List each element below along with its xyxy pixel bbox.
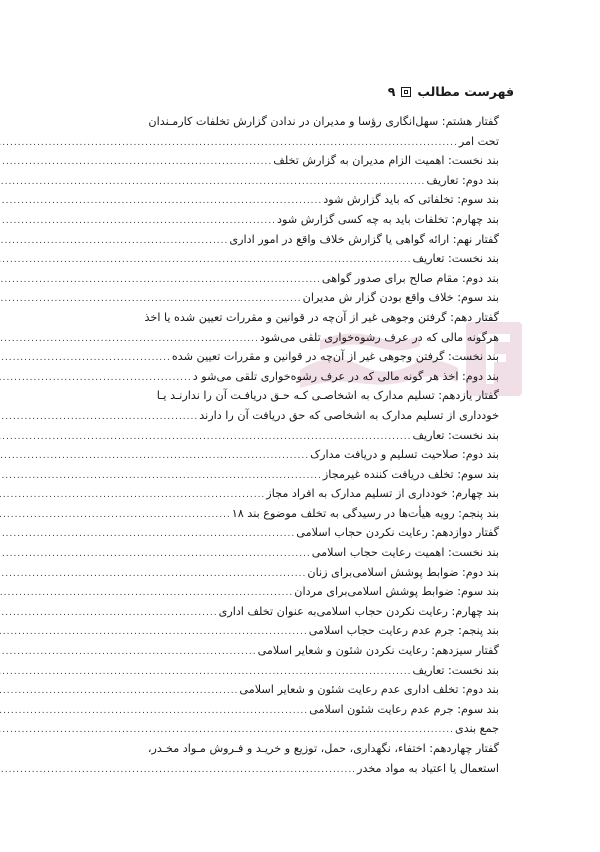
leader-dots <box>0 761 356 781</box>
toc-entry[interactable] <box>87 661 499 681</box>
toc-entry[interactable] <box>87 641 499 661</box>
toc-entry-title: خودداری از تسلیم مدارک به اشخاصی که حق دریافت آن را دارند <box>199 408 499 422</box>
toc-entry[interactable] <box>87 347 499 367</box>
toc-entry-title: بند دوم: اخذ هر گونه مالی که در عرف رشوه‌خواری تلقی می‌شو د <box>192 369 499 383</box>
toc-entry[interactable] <box>87 719 499 739</box>
toc-entry[interactable] <box>87 700 499 720</box>
toc-entry[interactable] <box>87 190 499 210</box>
table-of-contents <box>87 112 499 778</box>
toc-entry[interactable] <box>87 523 499 543</box>
leader-dots <box>0 506 231 526</box>
leader-dots <box>0 565 306 585</box>
leader-dots <box>0 153 272 173</box>
toc-entry-title: گفتار دهم: گرفتن وجوهی غیر از آن‌چه در قوانین و مقررات تعیین شده یا اخذ <box>144 310 499 324</box>
leader-dots <box>0 232 228 252</box>
toc-entry-title: بند سوم: تخلفاتی که باید گزارش شود <box>323 193 499 207</box>
toc-entry[interactable] <box>87 132 499 152</box>
toc-entry-title: بند چهارم: رعایت نکردن حجاب اسلامی‌به عنوان تخلف اداری <box>218 604 499 618</box>
toc-entry[interactable] <box>87 680 499 700</box>
toc-entry-title: بند پنجم: رویه هیأت‌ها در رسیدگی به تخلف موضوع بند ۱۸ <box>231 506 499 520</box>
toc-entry[interactable] <box>87 328 499 348</box>
toc-entry[interactable] <box>87 504 499 524</box>
toc-entry-title: هرگونه مالی که در عرف رشوه‌خواری تلقی می‌شود <box>259 330 499 344</box>
toc-entry[interactable] <box>87 210 499 230</box>
toc-entry[interactable] <box>87 602 499 622</box>
toc-entry-title: بند نخست: تعاریف <box>412 252 499 266</box>
toc-entry[interactable] <box>87 426 499 446</box>
toc-entry[interactable] <box>87 582 499 602</box>
leader-dots <box>0 525 295 545</box>
toc-entry-title: بند دوم: ضوابط پوشش اسلامی‌برای زنان <box>307 565 499 579</box>
toc-entry[interactable] <box>87 269 499 289</box>
toc-entry-title: بند دوم: تخلف اداری عدم رعایت شئون و شعایر اسلامی <box>239 683 499 697</box>
leader-dots <box>0 702 308 722</box>
toc-entry-title: بند سوم: ضوابط پوشش اسلامی‌برای مردان <box>294 585 499 599</box>
toc-entry-title: جمع بندی <box>454 722 499 736</box>
toc-entry-title: استعمال یا اعتیاد به مواد مخدر <box>357 761 499 775</box>
toc-entry-title: بند نخست: اهمیت رعایت حجاب اسلامی <box>311 546 499 560</box>
toc-entry-title: تحت امر <box>458 134 499 148</box>
toc-entry[interactable] <box>87 367 499 387</box>
toc-entry-title: بند پنجم: جرم عدم رعایت حجاب اسلامی <box>308 624 499 638</box>
toc-entry-title: گفتار نهم: ارائه گواهی یا گزارش خلاف واقع در امور اداری <box>229 232 499 246</box>
toc-entry-title: گفتار دوازدهم: رعایت نکردن حجاب اسلامی <box>296 526 499 540</box>
leader-dots <box>0 192 322 212</box>
toc-entry-title: بند چهارم: خودداری از تسلیم مدارک به افراد مجاز <box>266 487 499 501</box>
toc-entry[interactable] <box>87 621 499 641</box>
toc-entry[interactable] <box>87 739 499 759</box>
leader-dots <box>0 486 265 506</box>
framed-square-icon <box>401 87 411 97</box>
leader-dots <box>0 545 311 565</box>
toc-entry[interactable] <box>87 171 499 191</box>
toc-entry[interactable] <box>87 465 499 485</box>
toc-entry-title: بند نخست: اهمیت الزام مدیران به گزارش تخلف <box>273 154 499 168</box>
toc-entry-title: بند نخست: گرفتن وجوهی غیر از آن‌چه در قوانین و مقررات تعیین شده <box>171 350 499 364</box>
toc-entry[interactable] <box>87 445 499 465</box>
leader-dots <box>0 604 218 624</box>
toc-entry-title: بند سوم: جرم عدم رعایت شئون اسلامی <box>309 702 499 716</box>
toc-entry-title: بند دوم: مقام صالح برای صدور گواهی <box>321 271 499 285</box>
toc-entry-title: گفتار هشتم: سهل‌انگاری رؤسا و مدیران در ندادن گزارش تخلفات کارمـندان <box>148 115 499 128</box>
toc-entry-title: بند سوم: تخلف دریافت کننده غیرمجاز <box>322 467 499 481</box>
toc-entry-title: بند دوم: صلاحیت تسلیم و دریافت مدارک <box>310 448 499 462</box>
toc-entry[interactable] <box>87 288 499 308</box>
leader-dots <box>0 643 257 663</box>
toc-entry[interactable] <box>87 484 499 504</box>
leader-dots <box>0 349 171 369</box>
leader-dots <box>0 271 321 291</box>
toc-entry[interactable] <box>87 308 499 328</box>
toc-entry[interactable] <box>87 112 499 132</box>
toc-entry[interactable] <box>87 543 499 563</box>
toc-entry-title: بند سوم: خلاف واقع بودن گزار ش مدیران <box>302 291 499 305</box>
toc-entry[interactable] <box>87 386 499 406</box>
toc-entry-title: بند نخست: تعاریف <box>412 428 499 442</box>
toc-entry-title: بند دوم: تعاریف <box>426 173 499 187</box>
toc-entry-title: گفتار چهاردهم: اختفاء، نگهداری، حمل، توزیع و خریـد و فـروش مـواد مخـدر، <box>147 742 499 755</box>
page-number: ۹ <box>387 84 396 99</box>
toc-entry[interactable] <box>87 230 499 250</box>
leader-dots <box>0 447 309 467</box>
leader-dots <box>0 682 238 702</box>
toc-entry[interactable] <box>87 759 499 779</box>
toc-entry[interactable] <box>87 249 499 269</box>
toc-entry-title: گفتار یازدهم: تسلیم مدارک به اشخاصـی کـه حـق دریافـت آن را ندارنـد یـا <box>156 389 499 403</box>
toc-entry[interactable] <box>87 151 499 171</box>
toc-entry-title: گفتار سیزدهم: رعایت نکردن شئون و شعایر اسلامی <box>257 644 499 658</box>
toc-entry-title: بند نخست: تعاریف <box>412 663 499 677</box>
page-header <box>388 84 514 99</box>
leader-dots <box>0 408 198 428</box>
toc-title: فهرست مطالب <box>417 84 514 99</box>
toc-entry[interactable] <box>87 563 499 583</box>
toc-entry[interactable] <box>87 406 499 426</box>
toc-entry-title: بند چهارم: تخلفات باید به چه کسی گزارش شود <box>277 212 499 226</box>
